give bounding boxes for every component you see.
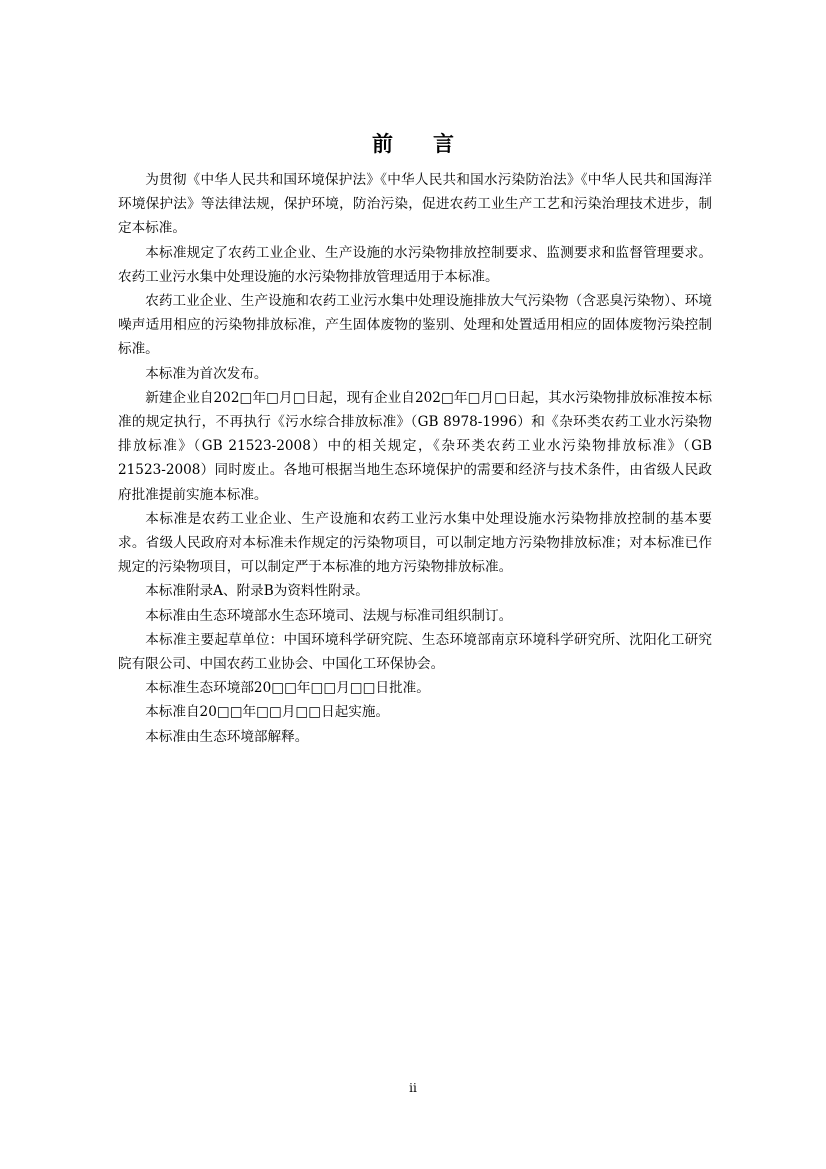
page-number: ii <box>409 1081 417 1095</box>
paragraph-basic-requirements: 本标准是农药工业企业、生产设施和农药工业污水集中处理设施水污染物排放控制的基本要求。省级人民政府对本标准未作规定的污染物项目，可以制定地方污染物排放标准；对本标准已作规定的污染物项目，可以制定严于本标准的地方污染物排放标准。 <box>118 510 712 576</box>
paragraph-scope: 本标准规定了农药工业企业、生产设施的水污染物排放控制要求、监测要求和监督管理要求。农药工业污水集中处理设施的水污染物排放管理适用于本标准。 <box>118 244 712 285</box>
title-char-2: 言 <box>433 132 454 156</box>
paragraph-interpretation: 本标准由生态环境部解释。 <box>145 728 309 745</box>
paragraph-effective-dates: 新建企业自202□年□月□日起，现有企业自202□年□月□日起，其水污染物排放标准按本标准的规定执行，不再执行《污水综合排放标准》（GB 8978-1996）和《杂环类农药工业水污染物排放标准》（GB 21523-2008）中的相关规定，《杂环类农药工业水污染物排放标准》（GB 21523-2008）同时废止。各地可根据当地生态环境保护的需要和经济与技术条件，由省级人民政府批准提前实施本标准。 <box>118 389 712 503</box>
paragraph-drafters: 本标准主要起草单位：中国环境科学研究院、生态环境部南京环境科学研究所、沈阳化工研究院有限公司、中国农药工业协会、中国化工环保协会。 <box>118 631 712 673</box>
paragraph-appendices: 本标准附录A、附录B为资料性附录。 <box>145 583 369 600</box>
paragraph-other-standards: 农药工业企业、生产设施和农药工业污水集中处理设施排放大气污染物（含恶臭污染物）、环境噪声适用相应的污染物排放标准，产生固体废物的鉴别、处理和处置适用相应的固体废物污染控制标准。 <box>118 293 712 358</box>
paragraph-purpose: 为贯彻《中华人民共和国环境保护法》《中华人民共和国水污染防治法》《中华人民共和国海洋环境保护法》等法律法规，保护环境，防治污染，促进农药工业生产工艺和污染治理技术进步，制定本标准。 <box>118 172 712 237</box>
paragraph-approval: 本标准生态环境部20□□年□□月□□日批准。 <box>145 680 430 697</box>
page-title <box>0 128 826 160</box>
preface-body <box>118 168 712 749</box>
title-char-1: 前 <box>372 132 393 156</box>
paragraph-first-release: 本标准为首次发布。 <box>145 365 268 382</box>
paragraph-organizer: 本标准由生态环境部水生态环境司、法规与标准司组织制订。 <box>145 607 513 624</box>
paragraph-implementation: 本标准自20□□年□□月□□日起实施。 <box>145 704 390 721</box>
